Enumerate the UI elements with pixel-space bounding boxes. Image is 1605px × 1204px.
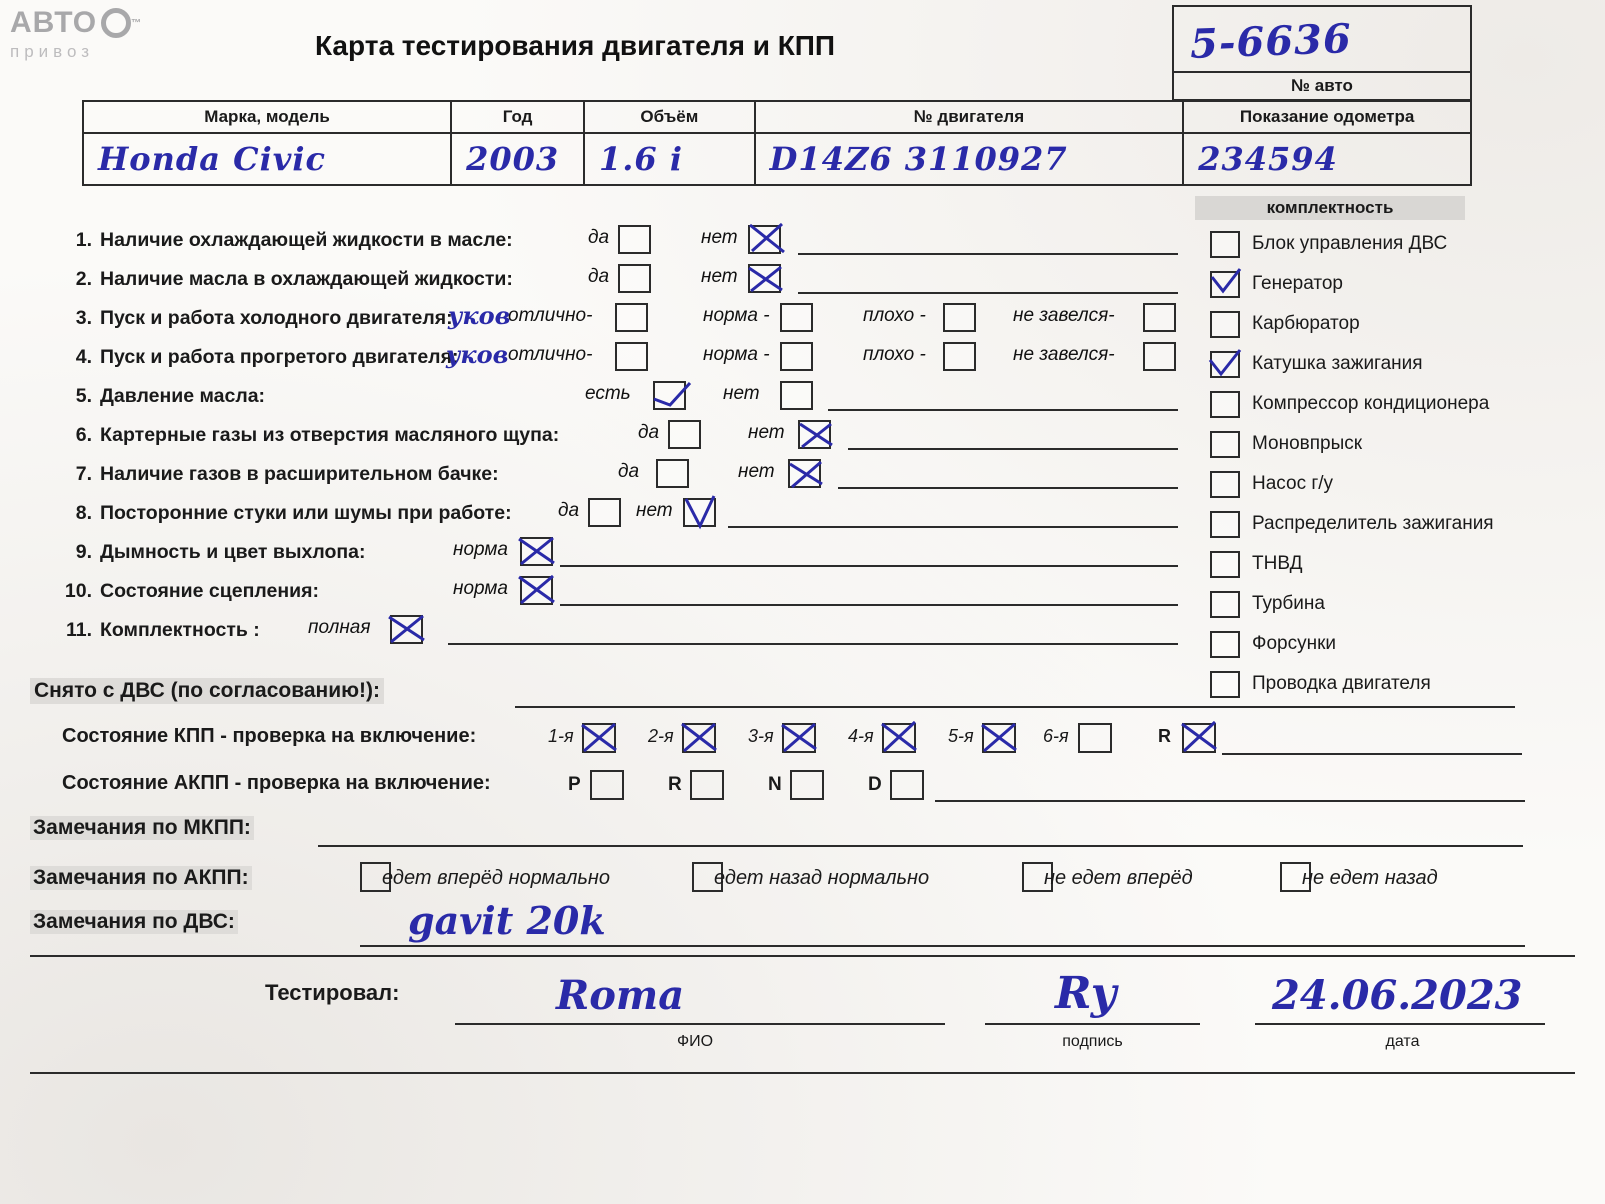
auto-number-label: № авто — [1172, 73, 1472, 101]
checkbox-excellent[interactable] — [615, 342, 648, 371]
row-label: Давление масла: — [100, 385, 266, 407]
checkbox-bad[interactable] — [943, 303, 976, 332]
signature-line[interactable] — [985, 1023, 1200, 1025]
checkbox[interactable] — [1210, 311, 1240, 338]
checkbox[interactable] — [1210, 471, 1240, 498]
checkbox[interactable] — [1210, 231, 1240, 258]
checklist-row-9 — [58, 537, 1188, 576]
item-label: Карбюратор — [1252, 313, 1360, 334]
komplektnost-item-5[interactable] — [1210, 428, 1540, 468]
handwritten-note: уков — [446, 340, 509, 369]
remarks-dvs-value: gavit 20k — [408, 898, 606, 943]
akpp-comment-line[interactable] — [935, 800, 1525, 802]
komplektnost-item-3[interactable] — [1210, 348, 1540, 388]
checkbox[interactable] — [1210, 511, 1240, 538]
akpp-r-checkbox[interactable] — [690, 770, 724, 800]
row-label: Наличие охлаждающей жидкости в масле: — [100, 229, 513, 251]
remarks-dvs-label: Замечания по ДВС: — [30, 910, 238, 934]
comment-line[interactable] — [838, 487, 1178, 489]
checklist-row-4 — [58, 342, 1188, 381]
row-number: 11. — [65, 619, 92, 641]
option-normal-label: норма - — [703, 344, 770, 365]
akpp-d-label: D — [868, 774, 882, 795]
comment-line[interactable] — [728, 526, 1178, 528]
comment-line[interactable] — [798, 292, 1178, 294]
header-year: Год — [451, 101, 584, 133]
checkbox-no[interactable] — [748, 264, 781, 293]
checklist-row-5 — [58, 381, 1188, 420]
komplektnost-item-4[interactable] — [1210, 388, 1540, 428]
option-no-label: нет — [738, 461, 775, 482]
option-nostart-label: не завелся- — [1013, 305, 1115, 326]
option-yes-label: да — [558, 500, 580, 521]
gear-5-label: 5-я — [948, 726, 974, 746]
item-label: Компрессор кондиционера — [1252, 393, 1490, 414]
row-label: Картерные газы из отверстия масляного щупа: — [100, 424, 560, 446]
removed-from-engine-input[interactable] — [515, 706, 1515, 708]
option-full-label: полная — [308, 617, 371, 638]
checkbox[interactable] — [1210, 591, 1240, 618]
row-label: Пуск и работа холодного двигателя: — [100, 307, 453, 329]
gear-6-label: 6-я — [1043, 726, 1069, 746]
checkbox[interactable] — [1210, 631, 1240, 658]
gear-2-checkbox[interactable] — [682, 723, 716, 753]
row-label: Комплектность : — [100, 619, 260, 641]
gear-2-label: 2-я — [648, 726, 674, 746]
option-normal-label: норма — [453, 578, 508, 599]
cell-engine-number: D14Z6 3110927 — [755, 133, 1184, 185]
gear-r-label: R — [1158, 726, 1171, 746]
header-volume: Объём — [584, 101, 755, 133]
cell-year: 2003 — [451, 133, 584, 185]
tested-name-value: Roma — [556, 972, 685, 1019]
checkbox-absent[interactable] — [780, 381, 813, 410]
akpp-reverse-ok-label: едет назад нормально — [714, 867, 930, 889]
checkbox[interactable] — [1210, 351, 1240, 378]
item-label: Насос г/у — [1252, 473, 1334, 494]
komplektnost-item-6[interactable] — [1210, 468, 1540, 508]
kpp-comment-line[interactable] — [1222, 753, 1522, 755]
comment-line[interactable] — [560, 565, 1178, 567]
watermark-tm: ™ — [131, 17, 143, 29]
akpp-d-checkbox[interactable] — [890, 770, 924, 800]
option-nostart-label: не завелся- — [1013, 344, 1115, 365]
gear-4-label: 4-я — [848, 726, 874, 746]
watermark-top-text: АВТО — [10, 6, 98, 39]
tested-by-label: Тестировал: — [265, 980, 400, 1005]
item-label: Блок управления ДВС — [1252, 233, 1448, 254]
signature-value: Ry — [1055, 968, 1117, 1019]
option-no-label: нет — [748, 422, 785, 443]
option-excellent-label: отлично- — [508, 305, 593, 326]
option-normal-label: норма — [453, 539, 508, 560]
row-label: Состояние сцепления: — [100, 580, 320, 602]
akpp-forward-ok-label: едет вперёд нормально — [382, 867, 611, 889]
checklist-row-10 — [58, 576, 1188, 615]
checklist — [58, 225, 1188, 654]
option-absent-label: нет — [723, 383, 760, 404]
checkbox-no[interactable] — [748, 225, 781, 254]
checkbox-yes[interactable] — [656, 459, 689, 488]
auto-number-value: 5-6636 — [1189, 15, 1353, 68]
watermark-logo — [10, 6, 160, 76]
header-engine-number: № двигателя — [755, 101, 1184, 133]
row-number: 9. — [75, 541, 92, 563]
row-number: 4. — [75, 346, 92, 368]
komplektnost-item-10[interactable] — [1210, 628, 1540, 668]
table-value-row — [83, 133, 1471, 185]
checkbox[interactable] — [1210, 551, 1240, 578]
remarks-akpp-label: Замечания по АКПП: — [30, 866, 252, 890]
checkbox-no[interactable] — [788, 459, 821, 488]
option-yes-label: да — [638, 422, 660, 443]
comment-line[interactable] — [448, 643, 1178, 645]
item-label: Форсунки — [1252, 633, 1336, 654]
checkbox-normal[interactable] — [520, 537, 553, 566]
checkbox[interactable] — [1210, 671, 1240, 698]
checklist-row-6 — [58, 420, 1188, 459]
item-label: ТНВД — [1252, 553, 1303, 574]
option-no-label: нет — [636, 500, 673, 521]
row-number: 1. — [75, 229, 92, 251]
checklist-row-8 — [58, 498, 1188, 537]
komplektnost-item-2[interactable] — [1210, 308, 1540, 348]
cell-odometer: 234594 — [1183, 133, 1471, 185]
row-number: 3. — [75, 307, 92, 329]
option-normal-label: норма - — [703, 305, 770, 326]
name-caption: ФИО — [676, 1033, 714, 1050]
checkbox-normal[interactable] — [520, 576, 553, 605]
gear-4-checkbox[interactable] — [882, 723, 916, 753]
gear-5-checkbox[interactable] — [982, 723, 1016, 753]
checkbox-normal[interactable] — [780, 342, 813, 371]
checklist-row-1 — [58, 225, 1188, 264]
akpp-p-checkbox[interactable] — [590, 770, 624, 800]
checkbox-yes[interactable] — [618, 264, 651, 293]
gear-1-label: 1-я — [548, 726, 574, 746]
checkbox-nostart[interactable] — [1143, 342, 1176, 371]
comment-line[interactable] — [560, 604, 1178, 606]
row-number: 8. — [75, 502, 92, 524]
kpp-label: Состояние КПП - проверка на включение: — [62, 725, 477, 747]
page-title: Карта тестирования двигателя и КПП — [315, 30, 836, 61]
akpp-no-forward-label: не едет вперёд — [1044, 867, 1193, 889]
item-label: Распределитель зажигания — [1252, 513, 1494, 534]
option-no-label: нет — [701, 227, 738, 248]
akpp-no-reverse-label: не едет назад — [1302, 867, 1438, 889]
gear-3-checkbox[interactable] — [782, 723, 816, 753]
komplektnost-item-11[interactable] — [1210, 668, 1540, 708]
akpp-n-checkbox[interactable] — [790, 770, 824, 800]
checkbox[interactable] — [1210, 271, 1240, 298]
option-yes-label: да — [618, 461, 640, 482]
item-label: Турбина — [1252, 593, 1325, 614]
comment-line[interactable] — [828, 409, 1178, 411]
vehicle-info-table — [82, 100, 1472, 186]
option-present-label: есть — [585, 383, 631, 404]
remarks-mkpp-label: Замечания по МКПП: — [30, 816, 254, 840]
gear-r-checkbox[interactable] — [1182, 723, 1216, 753]
option-yes-label: да — [588, 266, 610, 287]
row-number: 7. — [75, 463, 92, 485]
checkbox-yes[interactable] — [588, 498, 621, 527]
footer-divider-bottom — [30, 1072, 1575, 1074]
akpp-p-label: P — [568, 774, 581, 795]
checkbox-nostart[interactable] — [1143, 303, 1176, 332]
cell-volume: 1.6 i — [584, 133, 755, 185]
row-label: Наличие газов в расширительном бачке: — [100, 463, 499, 485]
checklist-row-3 — [58, 303, 1188, 342]
komplektnost-item-8[interactable] — [1210, 548, 1540, 588]
gear-1-checkbox[interactable] — [582, 723, 616, 753]
cell-make-model: Honda Civic — [83, 133, 451, 185]
akpp-r-label: R — [668, 774, 682, 795]
remarks-mkpp-input[interactable] — [318, 845, 1523, 847]
header-make-model: Марка, модель — [83, 101, 451, 133]
comment-line[interactable] — [798, 253, 1178, 255]
gear-3-label: 3-я — [748, 726, 774, 746]
option-yes-label: да — [588, 227, 610, 248]
checkbox-present[interactable] — [653, 381, 686, 410]
checkbox-yes[interactable] — [668, 420, 701, 449]
checkbox-bad[interactable] — [943, 342, 976, 371]
komplektnost-item-7[interactable] — [1210, 508, 1540, 548]
komplektnost-list — [1210, 228, 1540, 708]
akpp-label: Состояние АКПП - проверка на включение: — [62, 772, 491, 794]
item-label: Генератор — [1252, 273, 1343, 294]
watermark-circle-icon — [101, 8, 131, 38]
komplektnost-item-0[interactable] — [1210, 228, 1540, 268]
option-excellent-label: отлично- — [508, 344, 593, 365]
checkbox[interactable] — [1210, 391, 1240, 418]
date-line[interactable] — [1255, 1023, 1545, 1025]
remarks-dvs-input[interactable] — [360, 945, 1525, 947]
header-odometer: Показание одометра — [1183, 101, 1471, 133]
watermark-bottom-text: привоз — [10, 42, 95, 61]
row-number: 5. — [75, 385, 92, 407]
row-label: Пуск и работа прогретого двигателя: — [100, 346, 459, 368]
item-label: Моновпрыск — [1252, 433, 1363, 454]
checkbox-excellent[interactable] — [615, 303, 648, 332]
row-number: 2. — [75, 268, 92, 290]
signature-caption: подпись — [1062, 1033, 1123, 1050]
gear-6-checkbox[interactable] — [1078, 723, 1112, 753]
checklist-row-7 — [58, 459, 1188, 498]
comment-line[interactable] — [848, 448, 1178, 450]
item-label: Проводка двигателя — [1252, 673, 1431, 694]
date-caption: дата — [1385, 1033, 1420, 1050]
checklist-row-11 — [58, 615, 1188, 654]
komplektnost-item-9[interactable] — [1210, 588, 1540, 628]
row-label: Наличие масла в охлаждающей жидкости: — [100, 268, 513, 290]
checkbox-no[interactable] — [798, 420, 831, 449]
akpp-n-label: N — [768, 774, 782, 795]
footer-divider-top — [30, 955, 1575, 957]
checkbox-normal[interactable] — [780, 303, 813, 332]
option-no-label: нет — [701, 266, 738, 287]
row-label: Посторонние стуки или шумы при работе: — [100, 502, 512, 524]
checklist-row-2 — [58, 264, 1188, 303]
date-value: 24.06.2023 — [1272, 972, 1523, 1019]
row-label: Дымность и цвет выхлопа: — [100, 541, 366, 563]
checkbox[interactable] — [1210, 431, 1240, 458]
option-bad-label: плохо - — [863, 305, 926, 326]
item-label: Катушка зажигания — [1252, 353, 1423, 374]
removed-from-engine-label: Снято с ДВС (по согласованию!): — [30, 678, 384, 704]
row-number: 6. — [75, 424, 92, 446]
komplektnost-title: комплектность — [1195, 196, 1465, 220]
handwritten-note: уков — [448, 301, 511, 330]
option-bad-label: плохо - — [863, 344, 926, 365]
checkbox-no[interactable] — [683, 498, 716, 527]
checkbox-yes[interactable] — [618, 225, 651, 254]
komplektnost-item-1[interactable] — [1210, 268, 1540, 308]
row-number: 10. — [64, 580, 92, 602]
tested-name-line[interactable] — [455, 1023, 945, 1025]
checkbox-full[interactable] — [390, 615, 423, 644]
table-header-row — [83, 101, 1471, 133]
